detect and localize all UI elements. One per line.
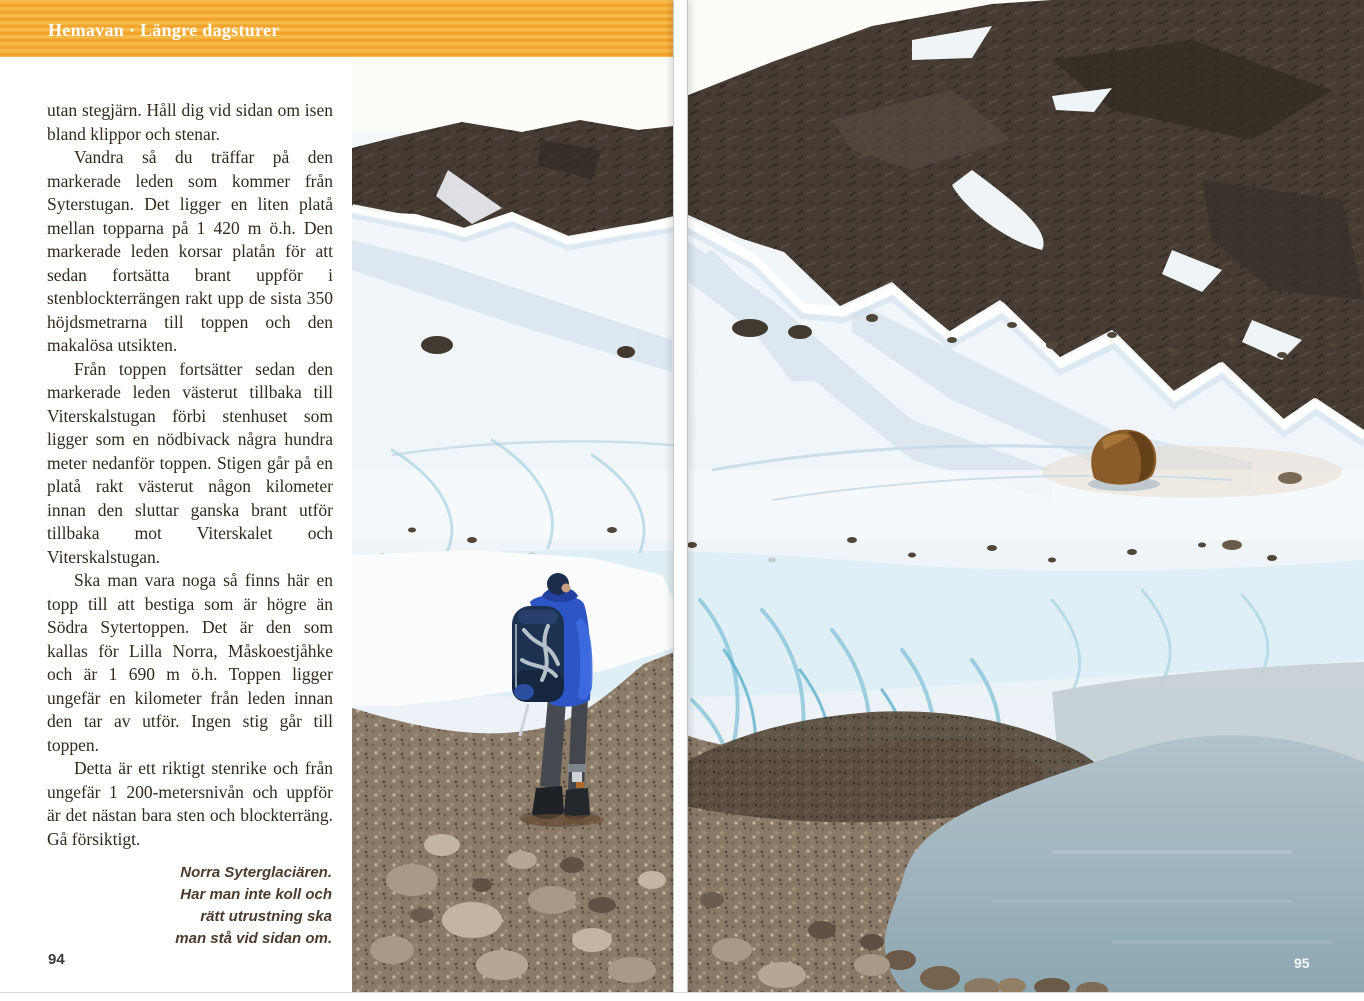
caption-line: Har man inte koll och	[180, 886, 332, 903]
left-page	[0, 0, 352, 1000]
page-number-right: 95	[1294, 955, 1310, 971]
body-paragraph: Ska man vara noga så finns här en topp till att bestiga som är högre än Södra Sytertoppen. Det är den som kallas för Lilla Norra, Måskoestjåhke och är 1 690 m ö.h. Toppen ligger ungefär en kilometer från leden innan den tar av utför. Ingen stig går till toppen.	[47, 570, 333, 755]
article-text	[47, 99, 333, 851]
body-paragraph: utan stegjärn. Håll dig vid sidan om isen bland klippor och stenar.	[47, 100, 333, 144]
page-number-left: 94	[48, 951, 65, 968]
chapter-header-bar	[0, 0, 674, 57]
body-paragraph: Detta är ett riktigt stenrike och från ungefär 1 200-metersnivån och uppför är det nästan bara sten och blockterräng. Gå försiktigt.	[47, 758, 333, 849]
body-paragraph: Vandra så du träffar på den markerade leden som kommer från Syterstugan. Det ligger en liten platå mellan topparna på 1 420 m ö.h. Den markerade leden korsar platån för att sedan fortsätta brant uppför i stenblockterrängen rakt upp de sista 350 höjdsmetrarna till toppen och den makalösa utsikten.	[47, 147, 333, 355]
caption-line: man stå vid sidan om.	[175, 930, 332, 947]
glacier-photo	[352, 0, 1364, 992]
photo-caption	[128, 862, 332, 950]
caption-line: Norra Syterglaciären.	[180, 864, 332, 881]
body-paragraph: Från toppen fortsätter sedan den markerade leden västerut tillbaka till Viterskalstugan förbi stenhuset som ligger som en nödbivack några hundra meter nedanför toppen. Stigen går på en platå rakt västerut någon kilometer innan den sluttar ganska brant utför tillbaka mot Viterskalet och Viterskalstugan.	[47, 358, 333, 567]
glacier-photo-canvas	[352, 0, 1364, 992]
caption-line: rätt utrustning ska	[200, 908, 332, 925]
chapter-title: Hemavan · Längre dagsturer	[48, 20, 280, 40]
page-gutter	[673, 0, 688, 1000]
dirty-snow-tint	[1042, 446, 1342, 498]
